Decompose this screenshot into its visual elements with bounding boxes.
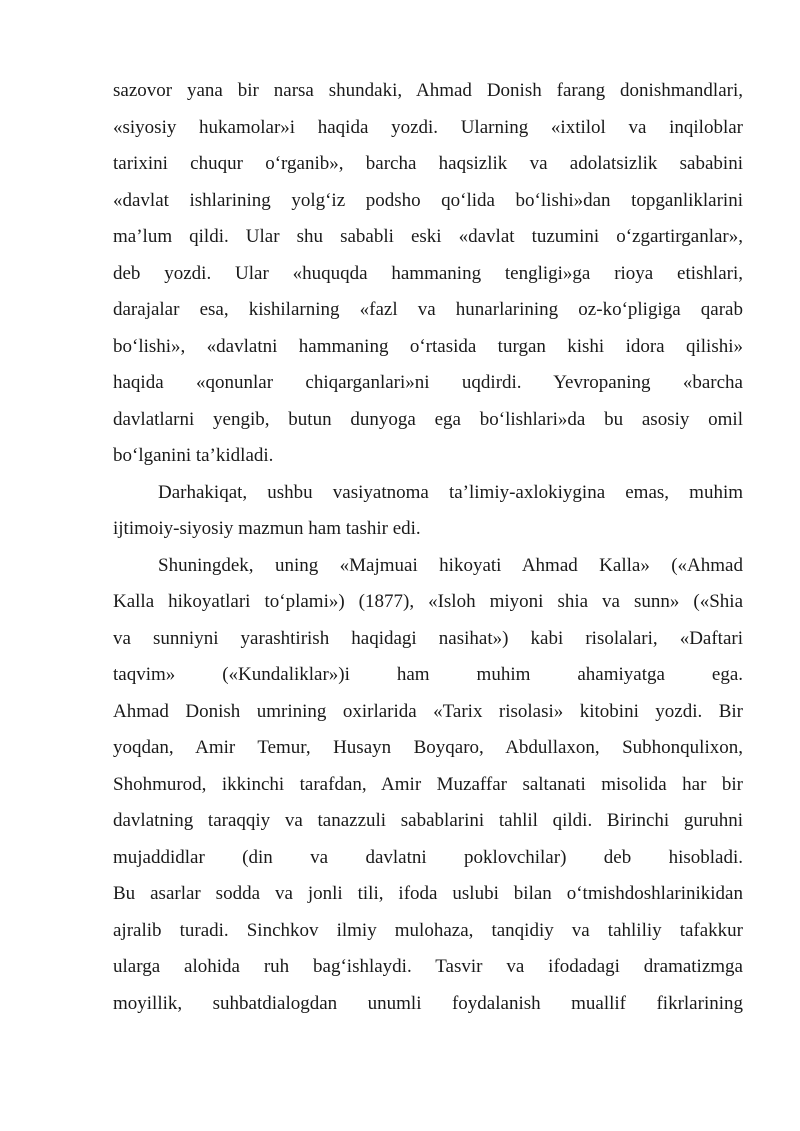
text-line: Kalla hikoyatlari toʻplami») (1877), «Isloh miyoni shia va sunn» («Shia	[113, 591, 743, 612]
text-line: taqvim» («Kundaliklar»)i ham muhim ahamiyatga ega.	[113, 664, 743, 685]
text-line: deb yozdi. Ular «huquqda hammaning tengligi»ga rioya etishlari,	[113, 262, 743, 284]
text-line: moyillik, suhbatdialogdan unumli foydalanish muallif fikrlarining	[113, 992, 743, 1014]
text-line: Shohmurod, ikkinchi tarafdan, Amir Muzaffar saltanati misolida har bir	[113, 773, 743, 795]
text-line: davlatning taraqqiy va tanazzuli sabablarini tahlil qildi. Birinchi guruhni	[113, 810, 743, 831]
text-line: boʻlganini taʼkidladi.	[113, 445, 274, 466]
text-line: «davlat ishlarining yolgʻiz podsho qoʻlida boʻlishi»dan topganliklarini	[113, 189, 743, 211]
text-line: haqida «qonunlar chiqarganlari»ni uqdirdi. Yevropaning «barcha	[113, 372, 743, 393]
text-line: sazovor yana bir narsa shundaki, Ahmad Donish farang donishmandlari,	[113, 80, 743, 101]
text-line: Shuningdek, uning «Majmuai hikoyati Ahmad Kalla» («Ahmad	[158, 554, 743, 576]
text-line: ajralib turadi. Sinchkov ilmiy mulohaza, tanqidiy va tahliliy tafakkur	[113, 919, 743, 941]
text-line: tarixini chuqur oʻrganib», barcha haqsizlik va adolatsizlik sababini	[113, 153, 743, 174]
text-line: yoqdan, Amir Temur, Husayn Boyqaro, Abdullaxon, Subhonqulixon,	[113, 737, 743, 758]
text-line: maʼlum qildi. Ular shu sababli eski «davlat tuzumini oʻzgartirganlar»,	[113, 226, 743, 247]
text-line: Bu asarlar sodda va jonli tili, ifoda uslubi bilan oʻtmishdoshlarinikidan	[113, 883, 743, 904]
text-line: ularga alohida ruh bagʻishlaydi. Tasvir va ifodadagi dramatizmga	[113, 956, 743, 977]
text-line: darajalar esa, kishilarning «fazl va hunarlarining oz-koʻpligiga qarab	[113, 299, 743, 320]
text-line: mujaddidlar (din va davlatni poklovchilar) deb hisobladi.	[113, 846, 743, 868]
text-line: davlatlarni yengib, butun dunyoga ega boʻlishlari»da bu asosiy omil	[113, 408, 743, 430]
text-line: Ahmad Donish umrining oxirlarida «Tarix risolasi» kitobini yozdi. Bir	[113, 700, 743, 722]
document-page	[113, 73, 743, 1022]
text-line: ijtimoiy-siyosiy mazmun ham tashir edi.	[113, 518, 421, 539]
text-line: va sunniyni yarashtirish haqidagi nasihat») kabi risolalari, «Daftari	[113, 627, 743, 649]
text-line: Darhakiqat, ushbu vasiyatnoma taʼlimiy-axlokiygina emas, muhim	[158, 481, 743, 503]
text-line: boʻlishi», «davlatni hammaning oʻrtasida turgan kishi idora qilishi»	[113, 335, 743, 357]
text-line: «siyosiy hukamolar»i haqida yozdi. Ularning «ixtilol va inqiloblar	[113, 116, 743, 138]
